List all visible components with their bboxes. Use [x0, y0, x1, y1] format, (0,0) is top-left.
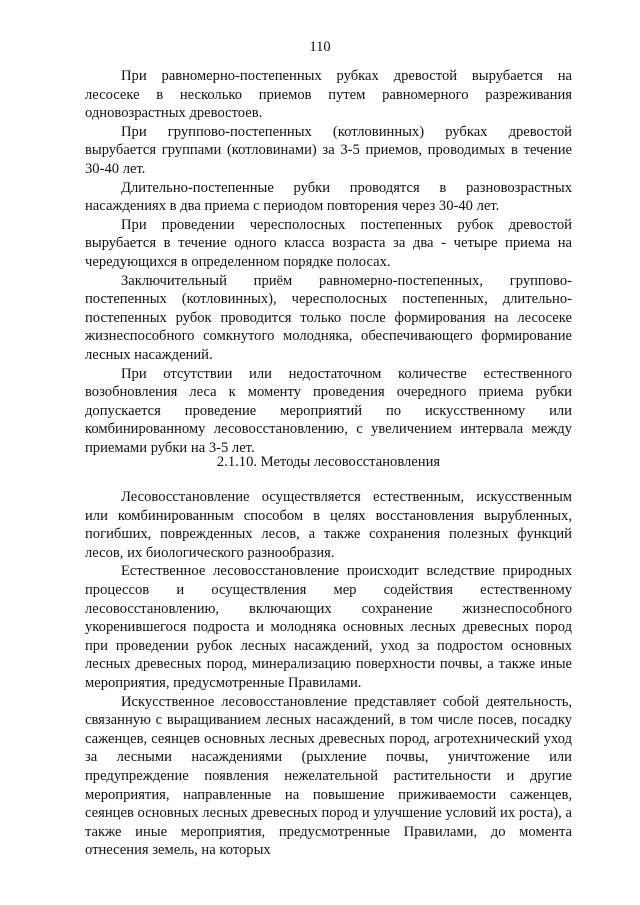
- paragraph: При равномерно-постепенных рубках древостой вырубается на лесосеке в несколько приемов путем равномерного разреживания одновозрастных древостоев.: [85, 68, 572, 122]
- paragraph: При проведении чересполосных постепенных рубок древостой вырубается в течение одного класса возраста за два - четыре приема на чередующихся в определенном порядке полосах.: [85, 216, 572, 270]
- page-number: 110: [309, 39, 331, 55]
- text-block-bottom: [85, 488, 572, 860]
- text-block-top: [85, 67, 572, 457]
- paragraph: Искусственное лесовосстановление представляет собой деятельность, связанную с выращиванием лесных насаждений, в том числе посев, посадку саженцев, сеянцев основных лесных древесных пород, агротехнический уход за лесными насаждениями (рыхление почвы, уничтожение или предупреждение появления нежелательной растительности и другие мероприятия, направленные на повышение приживаемости саженцев, сеянцев основных лесных древесных пород и улучшение условий их роста), а также иные мероприятия, предусмотренные Правилами, до момента отнесения земель, на которых: [85, 693, 572, 859]
- paragraph: При группово-постепенных (котловинных) рубках древостой вырубается группами (котловинами) за 3-5 приемов, проводимых в течение 30-40 лет.: [85, 123, 572, 177]
- paragraph: Лесовосстановление осуществляется естественным, искусственным или комбинированным способом в целях восстановления вырубленных, погибших, поврежденных лесов, а также сохранения полезных функций лесов, их биологического разнообразия.: [85, 489, 572, 561]
- paragraph: При отсутствии или недостаточном количестве естественного возобновления леса к моменту проведения очередного приема рубки допускается проведение мероприятий по искусственному или комбинированному лесовосстановлению, с увеличением интервала между приемами рубки на 3-5 лет.: [85, 365, 572, 456]
- section-heading: 2.1.10. Методы лесовосстановления: [216, 454, 441, 470]
- paragraph: Заключительный приём равномерно-постепенных, группово-постепенных (котловинных), чересполосных постепенных, длительно-постепенных рубок проводится только после формирования на лесосеке жизнеспособного сомкнутого молодняка, обеспечивающего формирование лесных насаждений.: [85, 272, 572, 363]
- paragraph: Естественное лесовосстановление происходит вследствие природных процессов и осуществления мер содействия естественному лесовосстановлению, включающих сохранение жизнеспособного укоренившегося подроста и молодняка основных лесных древесных пород при проведении рубок лесных насаждений, уход за подростом основных лесных древесных пород, минерализацию поверхности почвы, а также иные мероприятия, предусмотренные Правилами.: [85, 563, 572, 691]
- paragraph: Длительно-постепенные рубки проводятся в разновозрастных насаждениях в два приема с периодом повторения через 30-40 лет.: [85, 179, 572, 215]
